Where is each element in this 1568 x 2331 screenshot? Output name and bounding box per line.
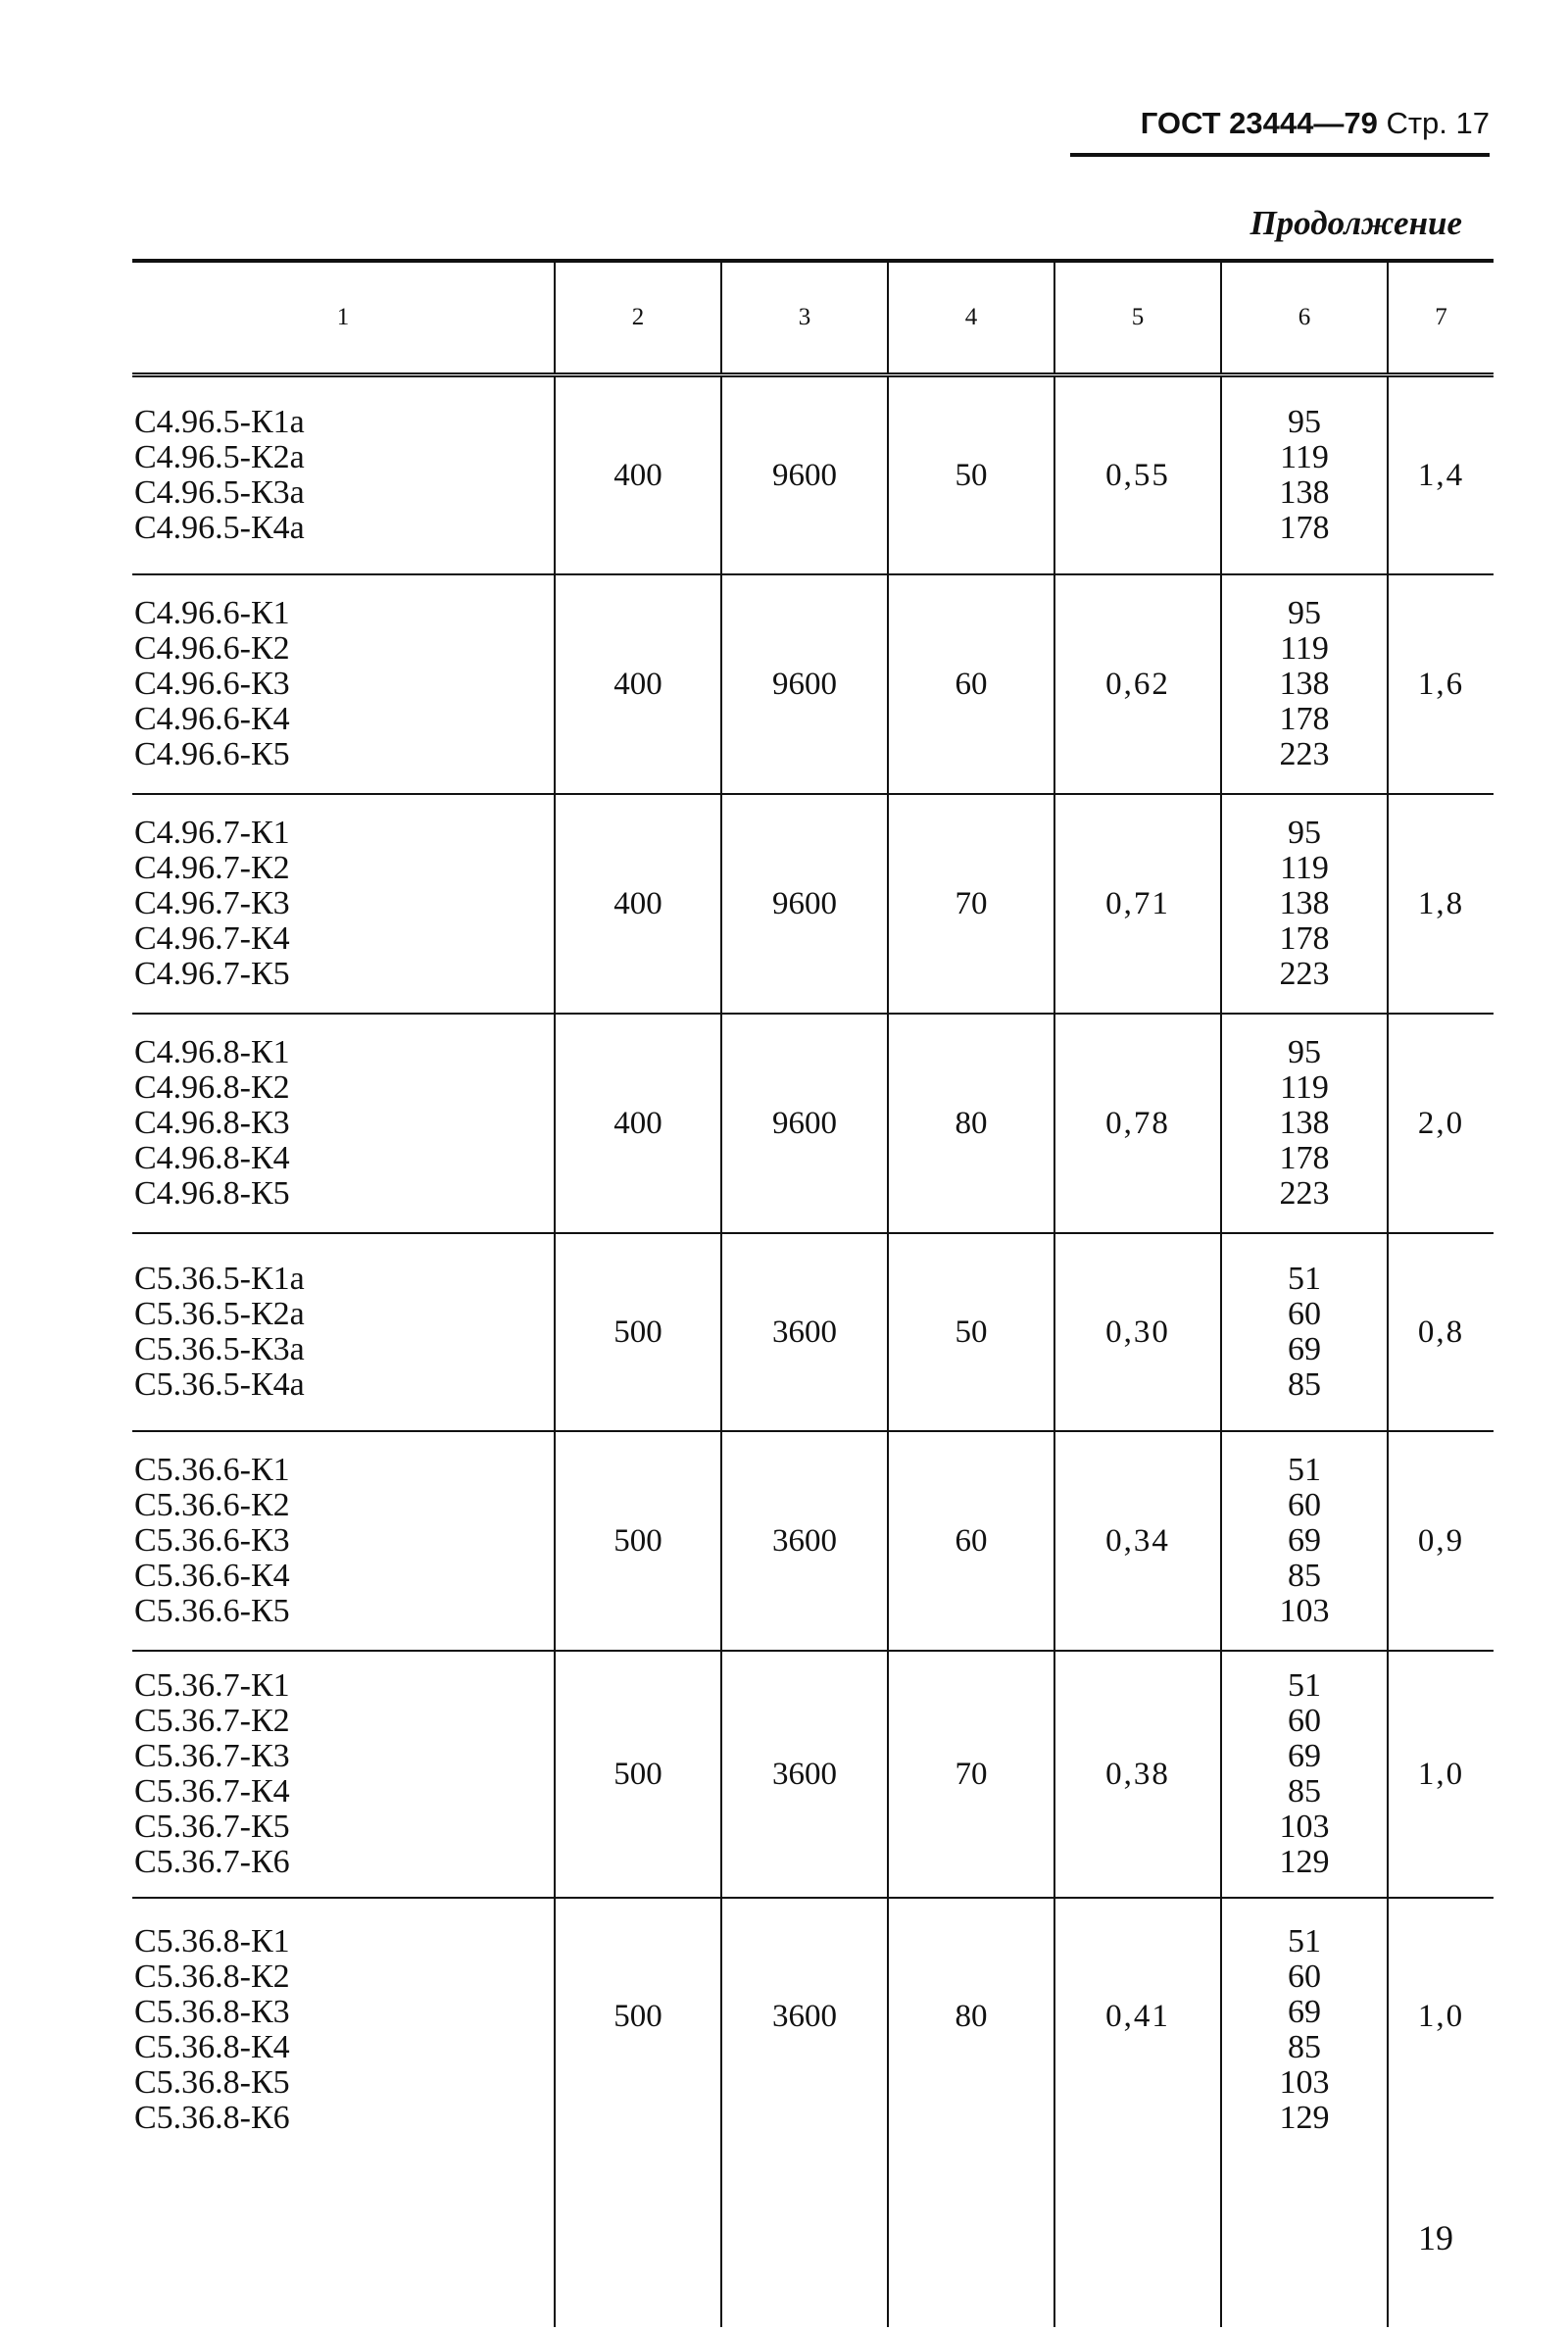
mark-item: С4.96.7-К4 [134,920,290,957]
cell-c3: 3600 [721,1233,888,1431]
cell-c5: 0,34 [1054,1431,1221,1651]
cell-marks [132,1233,555,1431]
cell-c6 [1221,1431,1388,1651]
column-header: 7 [1388,261,1494,375]
mark-item: С4.96.6-К4 [134,701,290,737]
cell-c6 [1221,1898,1388,2327]
mark-item: С4.96.7-К2 [134,850,290,886]
c6-item: 223 [1279,1175,1330,1212]
cell-c3: 9600 [721,375,888,575]
table-row [132,1014,1494,1233]
table-row [132,375,1494,575]
mark-item: С5.36.7-К4 [134,1773,290,1810]
mark-item: С4.96.8-К3 [134,1105,290,1141]
page-header [1000,106,1490,141]
continuation-label: Продолжение [1250,204,1462,242]
mark-item: С4.96.8-К5 [134,1175,290,1212]
mark-item: С5.36.8-К5 [134,2064,290,2101]
cell-c5: 0,71 [1054,794,1221,1014]
mark-item: С5.36.7-К1 [134,1667,290,1704]
mark-item: С4.96.6-К1 [134,595,290,631]
c6-item: 51 [1288,1923,1321,1959]
cell-c2: 500 [555,1651,721,1898]
mark-item: С4.96.7-К1 [134,815,290,851]
cell-c6 [1221,1233,1388,1431]
c6-item: 69 [1288,1522,1321,1559]
mark-item: С5.36.8-К3 [134,1994,290,2030]
cell-c2: 400 [555,1014,721,1233]
c6-item: 69 [1288,1331,1321,1367]
mark-item: С4.96.5-К4а [134,510,305,546]
c6-item: 51 [1288,1261,1321,1297]
cell-marks [132,1014,555,1233]
c6-item: 103 [1279,2064,1330,2101]
header-rule [1070,153,1490,157]
mark-item: С5.36.7-К5 [134,1809,290,1845]
column-header: 1 [132,261,555,375]
mark-item: С4.96.5-К3а [134,474,305,511]
table-row [132,1898,1494,2327]
mark-item: С4.96.6-К5 [134,736,290,772]
c6-item: 138 [1279,885,1330,921]
page-label: Стр. 17 [1386,106,1490,140]
mark-item: С5.36.7-К6 [134,1844,290,1880]
mark-item: С5.36.7-К3 [134,1738,290,1774]
data-table [132,259,1494,2327]
cell-marks [132,375,555,575]
cell-c2: 500 [555,1233,721,1431]
cell-c2: 400 [555,375,721,575]
cell-c7: 2,0 [1388,1014,1494,1233]
mark-item: С5.36.6-К5 [134,1593,290,1629]
mark-item: С4.96.7-К3 [134,885,290,921]
cell-c4: 80 [888,1898,1054,2327]
cell-c4: 60 [888,574,1054,794]
cell-marks [132,794,555,1014]
cell-c7: 1,8 [1388,794,1494,1014]
cell-c6 [1221,574,1388,794]
mark-item: С5.36.7-К2 [134,1703,290,1739]
c6-item: 178 [1279,701,1330,737]
c6-item: 85 [1288,1366,1321,1403]
mark-item: С5.36.8-К4 [134,2029,290,2065]
c6-item: 103 [1279,1593,1330,1629]
cell-c4: 50 [888,1233,1054,1431]
mark-item: С5.36.6-К3 [134,1522,290,1559]
mark-item: С4.96.6-К3 [134,666,290,702]
page-number: 19 [1418,2218,1453,2257]
c6-item: 95 [1288,595,1321,631]
cell-c5: 0,41 [1054,1898,1221,2327]
c6-item: 178 [1279,510,1330,546]
c6-item: 85 [1288,2029,1321,2065]
column-header: 5 [1054,261,1221,375]
c6-item: 60 [1288,1296,1321,1332]
table-row [132,574,1494,794]
mark-item: С5.36.5-К1а [134,1261,305,1297]
cell-c7: 0,8 [1388,1233,1494,1431]
column-header: 2 [555,261,721,375]
cell-c2: 500 [555,1898,721,2327]
c6-item: 69 [1288,1994,1321,2030]
cell-c3: 3600 [721,1898,888,2327]
c6-item: 178 [1279,920,1330,957]
cell-c2: 400 [555,574,721,794]
mark-item: С4.96.5-К2а [134,439,305,475]
c6-item: 103 [1279,1809,1330,1845]
cell-c4: 60 [888,1431,1054,1651]
cell-c7: 0,9 [1388,1431,1494,1651]
cell-c5: 0,30 [1054,1233,1221,1431]
c6-item: 95 [1288,815,1321,851]
c6-item: 138 [1279,1105,1330,1141]
c6-item: 95 [1288,404,1321,440]
table-row [132,1233,1494,1431]
c6-item: 138 [1279,474,1330,511]
cell-c7: 1,4 [1388,375,1494,575]
cell-c5: 0,38 [1054,1651,1221,1898]
c6-item: 60 [1288,1487,1321,1523]
cell-c4: 70 [888,794,1054,1014]
cell-c5: 0,55 [1054,375,1221,575]
mark-item: С4.96.8-К4 [134,1140,290,1176]
mark-item: С5.36.8-К6 [134,2100,290,2136]
cell-c3: 9600 [721,1014,888,1233]
cell-marks [132,1431,555,1651]
mark-item: С5.36.5-К3а [134,1331,305,1367]
mark-item: С5.36.8-К1 [134,1923,290,1959]
cell-c4: 80 [888,1014,1054,1233]
column-header: 3 [721,261,888,375]
c6-item: 85 [1288,1773,1321,1810]
mark-item: С5.36.6-К4 [134,1558,290,1594]
cell-marks [132,1651,555,1898]
cell-marks [132,574,555,794]
c6-item: 85 [1288,1558,1321,1594]
c6-item: 60 [1288,1959,1321,1995]
standard-number: ГОСТ 23444—79 [1140,106,1378,140]
c6-item: 51 [1288,1452,1321,1488]
mark-item: С5.36.6-К2 [134,1487,290,1523]
cell-c2: 500 [555,1431,721,1651]
cell-c4: 50 [888,375,1054,575]
cell-c5: 0,62 [1054,574,1221,794]
c6-item: 129 [1279,1844,1330,1880]
mark-item: С5.36.6-К1 [134,1452,290,1488]
mark-item: С4.96.8-К1 [134,1034,290,1070]
cell-c3: 9600 [721,794,888,1014]
c6-item: 138 [1279,666,1330,702]
mark-item: С5.36.5-К4а [134,1366,305,1403]
table-row [132,1431,1494,1651]
mark-item: С4.96.8-К2 [134,1069,290,1106]
mark-item: С5.36.5-К2а [134,1296,305,1332]
table-row [132,794,1494,1014]
mark-item: С4.96.7-К5 [134,956,290,992]
c6-item: 223 [1279,956,1330,992]
cell-marks [132,1898,555,2327]
c6-item: 95 [1288,1034,1321,1070]
c6-item: 129 [1279,2100,1330,2136]
table-header [132,261,1494,375]
table-row [132,1651,1494,1898]
cell-c6 [1221,1014,1388,1233]
column-header: 4 [888,261,1054,375]
c6-item: 119 [1280,850,1329,886]
c6-item: 60 [1288,1703,1321,1739]
cell-c6 [1221,794,1388,1014]
column-header: 6 [1221,261,1388,375]
c6-item: 223 [1279,736,1330,772]
cell-c6 [1221,375,1388,575]
mark-item: С5.36.8-К2 [134,1959,290,1995]
c6-item: 178 [1279,1140,1330,1176]
cell-c4: 70 [888,1651,1054,1898]
cell-c7: 1,6 [1388,574,1494,794]
mark-item: С4.96.6-К2 [134,630,290,667]
mark-item: С4.96.5-К1а [134,404,305,440]
cell-c5: 0,78 [1054,1014,1221,1233]
cell-c6 [1221,1651,1388,1898]
cell-c7: 1,0 [1388,1898,1494,2327]
cell-c3: 3600 [721,1431,888,1651]
cell-c3: 3600 [721,1651,888,1898]
table-body [132,375,1494,2328]
c6-item: 69 [1288,1738,1321,1774]
cell-c3: 9600 [721,574,888,794]
cell-c7: 1,0 [1388,1651,1494,1898]
c6-item: 51 [1288,1667,1321,1704]
c6-item: 119 [1280,1069,1329,1106]
c6-item: 119 [1280,439,1329,475]
c6-item: 119 [1280,630,1329,667]
cell-c2: 400 [555,794,721,1014]
